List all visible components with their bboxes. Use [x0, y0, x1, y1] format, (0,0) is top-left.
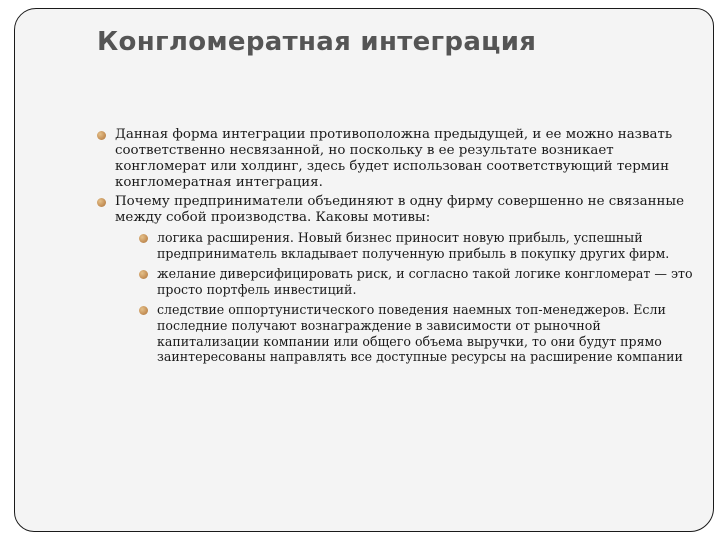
sub-bullet-list	[115, 230, 707, 365]
sub-bullet-text: следствие оппортунистического поведения наемных топ-менеджеров. Если последние получают вознаграждение в зависимости от рыночной капитализации компании или общего объема выручки, то они будут прямо заинтересованы направлять все доступные ресурсы на расширение компании	[157, 302, 683, 365]
slide-title: Конгломератная интеграция	[97, 27, 537, 57]
sub-list-item	[137, 266, 707, 297]
bullet-text: Почему предприниматели объединяют в одну фирму совершенно не связанные между собой производства. Каковы мотивы:	[115, 194, 684, 225]
sub-bullet-text: логика расширения. Новый бизнес приносит новую прибыль, успешный предприниматель вкладывает полученную прибыль в покупку других фирм.	[157, 230, 670, 261]
bullet-text: Данная форма интеграции противоположна предыдущей, и ее можно назвать соответственно несвязанной, но поскольку в ее результате возникает конгломерат или холдинг, здесь будет использован соответствующий термин конгломератная интеграция.	[115, 127, 673, 190]
bullet-dot-icon	[139, 234, 148, 243]
bullet-dot-icon	[97, 131, 106, 140]
bullet-list	[97, 127, 707, 365]
list-item	[97, 194, 707, 365]
sub-list-item	[137, 230, 707, 261]
list-item	[97, 127, 707, 191]
bullet-dot-icon	[139, 270, 148, 279]
sub-list-item	[137, 302, 707, 364]
slide-frame	[14, 8, 714, 532]
bullet-dot-icon	[139, 306, 148, 315]
sub-bullet-text: желание диверсифицировать риск, и согласно такой логике конгломерат — это просто портфель инвестиций.	[157, 266, 693, 297]
bullet-dot-icon	[97, 198, 106, 207]
slide-content	[97, 127, 707, 370]
